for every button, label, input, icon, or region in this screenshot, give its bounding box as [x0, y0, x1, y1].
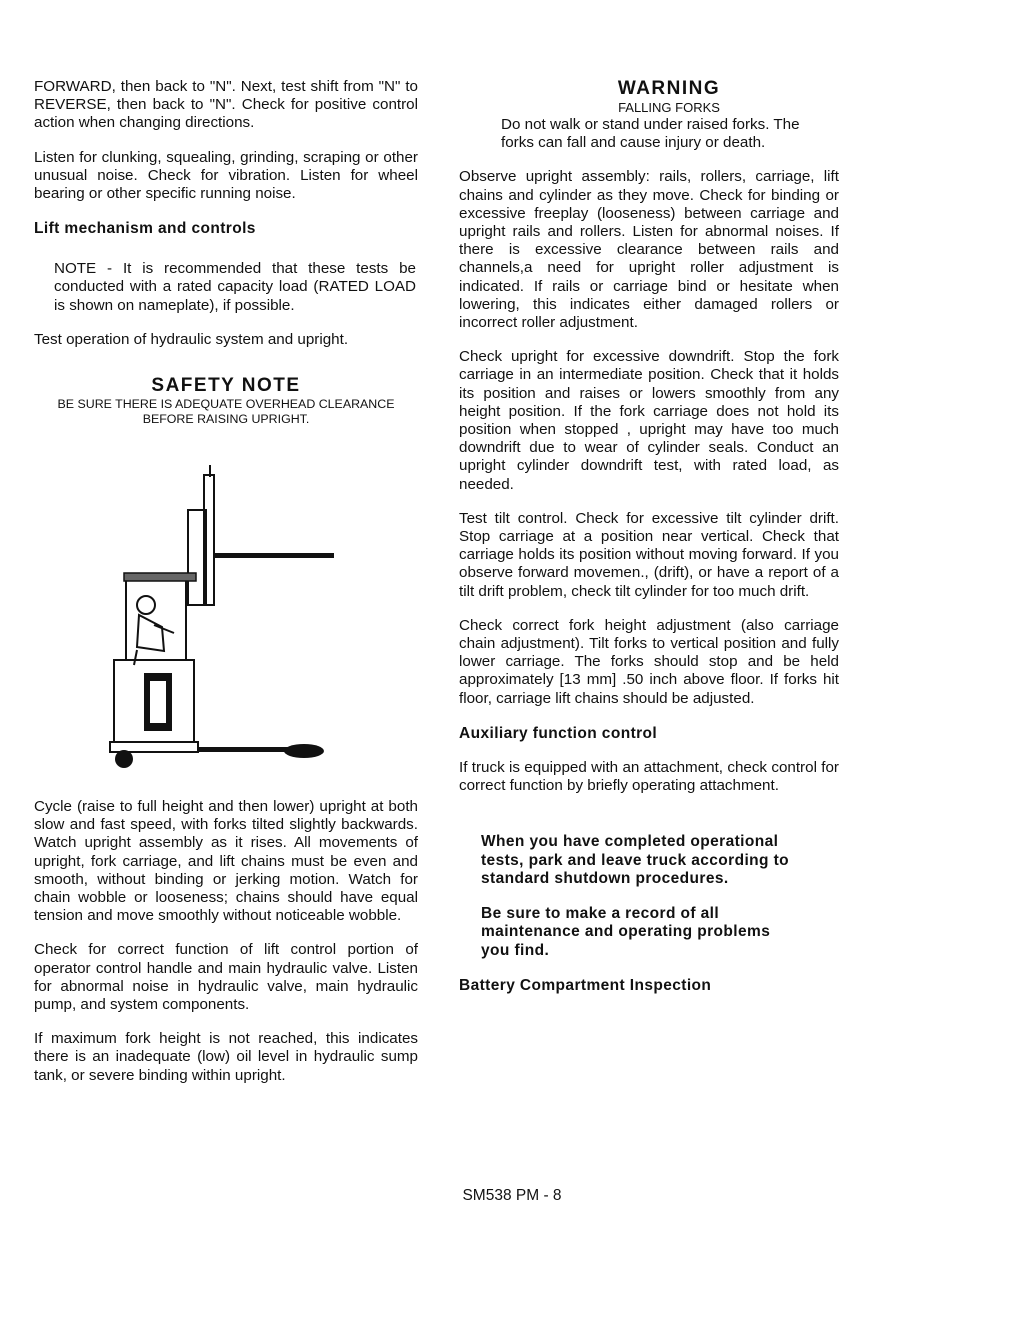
paragraph-hydraulic-test: Test operation of hydraulic system and upright. [34, 330, 349, 348]
instruction-shutdown: When you have completed operational tests, park and leave truck according to standard shutdown procedures. [481, 833, 790, 888]
warning-text: Do not walk or stand under raised forks. The forks can fall and cause injury or death. [501, 116, 800, 152]
paragraph-observe-upright: Observe upright assembly: rails, rollers, carriage, lift chains and cylinder as they move. Check for binding or excessive freeplay (looseness) between carriage and upright rails and rollers. Listen for abnormal noises. If there is excessive clearance between rails and channels,a need for upright roller adjustment is indicated. If rails or carriage bind or hesitate when lowering, this indicates either damaged rollers or incorrect roller adjustment. [459, 168, 839, 332]
safety-note-title: SAFETY NOTE [151, 375, 301, 397]
paragraph-downdrift: Check upright for excessive downdrift. Stop the fork carriage in an intermediate position. Check that it holds its position and raises or lowers smoothly from any height position. If the fork carriage does not hold its position when stopped , upright may have too much downdrift due to wear of cylinder seals. Conduct an upright cylinder downdrift test, with rated load, as needed. [459, 348, 839, 493]
left-column [34, 78, 418, 1085]
note-rated-load: NOTE - It is recommended that these tests be conducted with a rated capacity load (RATED LOAD is shown on nameplate), if possible. [54, 260, 416, 314]
paragraph-attachment: If truck is equipped with an attachment, check control for correct function by briefly operating attachment. [459, 758, 839, 795]
page-footer: SM538 PM - 8 [462, 1187, 562, 1204]
paragraph-lift-control: Check for correct function of lift control portion of operator control handle and main hydraulic valve. Listen for abnormal noise in hydraulic valve, main hydraulic pump, and system components. [34, 941, 418, 1014]
forklift-truck-illustration [104, 455, 404, 775]
paragraph-fork-height: Check correct fork height adjustment (also carriage chain adjustment). Tilt forks to vertical position and fully lower carriage. The forks should stop and be held approximately [13 mm] .50 inch above floor. If forks hit floor, carriage lift chains should be adjusted. [459, 616, 839, 707]
paragraph-shift-test: FORWARD, then back to "N". Next, test shift from "N" to REVERSE, then back to "N". Check for positive control action when changing directions. [34, 78, 418, 132]
heading-battery-inspection: Battery Compartment Inspection [459, 977, 712, 995]
heading-auxiliary-function: Auxiliary function control [459, 724, 658, 742]
warning-subtitle: FALLING FORKS [618, 100, 720, 115]
paragraph-noise-check: Listen for clunking, squealing, grinding, scraping or other unusual noise. Check for vibration. Listen for wheel bearing or other specific running noise. [34, 148, 418, 203]
warning-box [499, 78, 839, 152]
heading-lift-mechanism: Lift mechanism and controls [34, 220, 256, 238]
paragraph-max-height: If maximum fork height is not reached, this indicates there is an inadequate (low) oil level in hydraulic sump tank, or severe binding within upright. [34, 1030, 418, 1084]
right-column [459, 78, 839, 995]
instruction-record: Be sure to make a record of all maintenance and operating problems you find. [481, 904, 771, 959]
safety-note-text: BE SURE THERE IS ADEQUATE OVERHEAD CLEARANCE BEFORE RAISING UPRIGHT. [57, 397, 395, 427]
safety-note-box [34, 375, 418, 427]
warning-title: WARNING [617, 78, 721, 99]
paragraph-cycle-upright: Cycle (raise to full height and then lower) upright at both slow and fast speed, with forks tilted slightly backwards. Watch upright assembly as it rises. All movements of upright, fork carriage, and lift chains must be even and smooth, without binding or jerking motion. Watch for chain wobble or looseness; chains should have equal tension and move smoothly without noticeable wobble. [34, 798, 418, 925]
paragraph-tilt-control: Test tilt control. Check for excessive tilt cylinder drift. Stop carriage at a position near vertical. Check that carriage holds its position without moving forward. If you observe forward movemen., (drift), or have a report of a tilt drift problem, check tilt cylinder for too much drift. [459, 509, 839, 600]
